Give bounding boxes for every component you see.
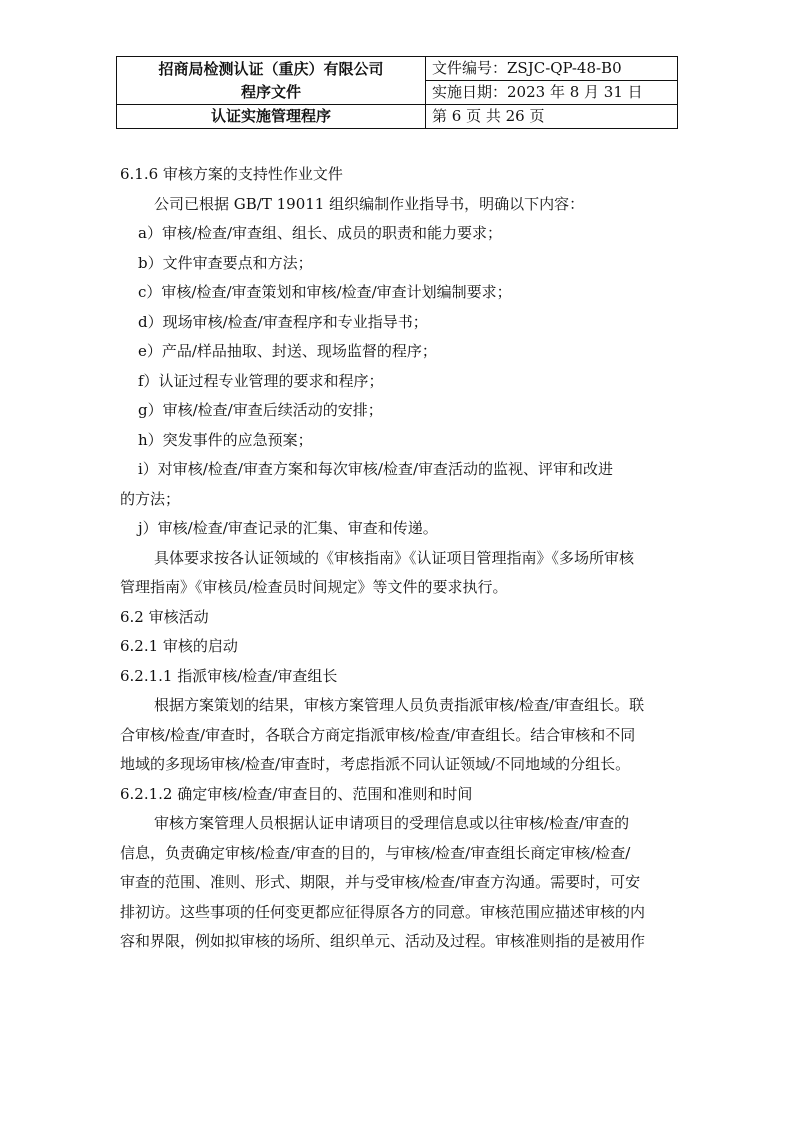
paragraph-line: 合审核/检查/审查时，各联合方商定指派审核/检查/审查组长。结合审核和不同 [120,725,636,744]
document-type: 程序文件 [240,82,301,101]
paragraph-line: 具体要求按各认证领域的《审核指南》《认证项目管理指南》《多场所审核 [154,548,635,567]
paragraph-line: 根据方案策划的结果，审核方案管理人员负责指派审核/检查/审查组长。联 [154,696,645,714]
section-heading: 6.1.6 审核方案的支持性作业文件 [120,165,343,183]
paragraph-line: 容和界限，例如拟审核的场所、组织单元、活动及过程。审核准则指的是被用作 [120,932,646,950]
list-item: h）突发事件的应急预案； [138,430,313,449]
list-item: a）审核/检查/审查组、组长、成员的职责和能力要求； [138,224,503,242]
page-number: 第 6 页 共 26 页 [426,105,678,129]
list-item: g）审核/检查/审查后续活动的安排； [138,401,383,419]
list-item: f）认证过程专业管理的要求和程序； [138,371,384,390]
list-item: e）产品/样品抽取、封送、现场监督的程序； [138,342,437,360]
section-heading: 6.2.1.2 确定审核/检查/审查目的、范围和准则和时间 [120,784,473,803]
company-name: 招商局检测认证（重庆）有限公司 [158,59,384,78]
list-item: d）现场审核/检查/审查程序和专业指导书； [138,312,428,331]
paragraph-line: 信息，负责确定审核/检查/审查的目的，与审核/检查/审查组长商定审核/检查/ [120,843,631,862]
list-item: i）对审核/检查/审查方案和每次审核/检查/审查活动的监视、评审和改进 [138,460,614,478]
paragraph-line: 地域的多现场审核/检查/审查时，考虑指派不同认证领域/不同地域的分组长。 [120,755,631,773]
paragraph-line: 公司已根据 GB/T 19011 组织编制作业指导书，明确以下内容： [154,194,585,213]
list-item: j）审核/检查/审查记录的汇集、审查和传递。 [138,519,438,537]
document-header-table [116,56,678,129]
effective-date: 实施日期：2023 年 8 月 31 日 [426,81,678,105]
paragraph-line: 管理指南》《审核员/检查员时间规定》等文件的要求执行。 [120,578,508,596]
document-number: 文件编号：ZSJC-QP-48-B0 [426,57,678,81]
list-item: b）文件审查要点和方法； [138,253,313,272]
list-item-continuation: 的方法； [120,489,181,508]
paragraph-line: 审核方案管理人员根据认证申请项目的受理信息或以往审核/检查/审查的 [154,814,630,832]
list-item: c）审核/检查/审查策划和审核/检查/审查计划编制要求； [138,283,512,301]
paragraph-line: 排初访。这些事项的任何变更都应征得原各方的同意。审核范围应描述审核的内 [120,902,646,921]
section-heading: 6.2.1 审核的启动 [120,637,238,655]
section-heading: 6.2 审核活动 [120,607,209,626]
section-heading: 6.2.1.1 指派审核/检查/审查组长 [120,666,338,685]
company-cell [117,57,426,105]
document-title: 认证实施管理程序 [117,105,426,129]
document-body [120,160,676,957]
paragraph-line: 审查的范围、准则、形式、期限，并与受审核/检查/审查方沟通。需要时，可安 [120,873,641,891]
